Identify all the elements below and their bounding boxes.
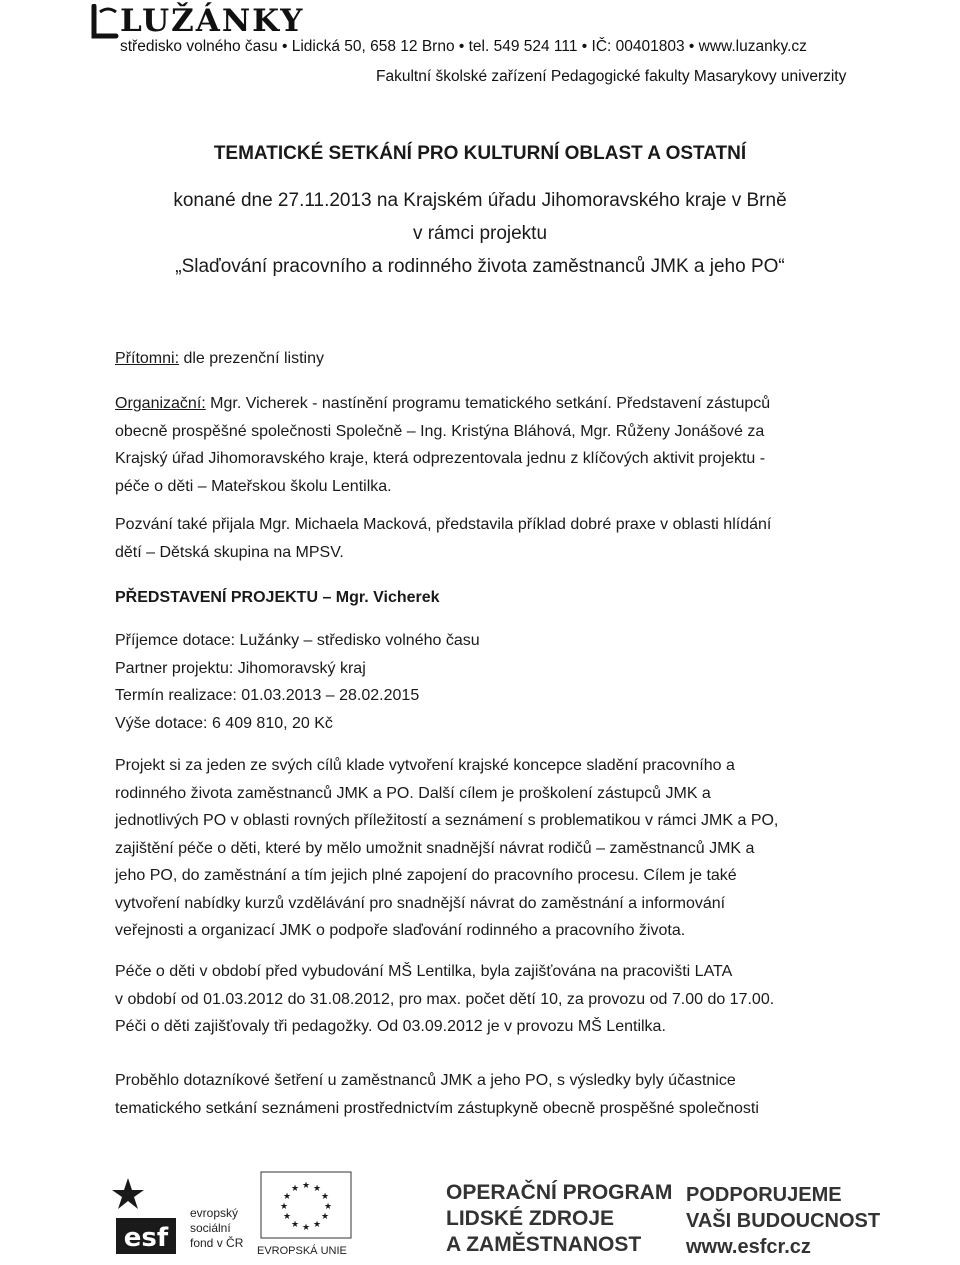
support-line: VAŠI BUDOUCNOST [686,1210,881,1232]
page-title: TEMATICKÉ SETKÁNÍ PRO KULTURNÍ OBLAST A OSTATNÍ [213,143,747,164]
esf-label-3: fond v ČR [190,1236,244,1250]
project-facts [115,627,845,737]
aims-line: jeho PO, do zaměstnání a tím jejich plné zapojení do pracovního procesu. Cílem je také [115,867,737,884]
invited-line: dětí – Dětská skupina na MPSV. [115,543,344,561]
survey-line: Proběhlo dotazníkové šetření u zaměstnanců JMK a jeho PO, s výsledky byly účastnice [115,1072,736,1089]
organizational-label: Organizační: [115,395,206,412]
childcare-line: v období od 01.03.2012 do 31.08.2012, pro max. počet dětí 10, za provozu od 7.00 do 17.00. [115,990,775,1008]
op-line: A ZAMĚSTNANOST [446,1233,642,1256]
organizational-line: péče o děti – Mateřskou školu Lentilka. [115,477,392,495]
svg-text:★: ★ [301,1223,311,1233]
recipient-line: Příjemce dotace: Lužánky – středisko volného času [115,632,480,649]
childcare-paragraph [115,958,845,1041]
partner-line: Partner projektu: Jihomoravský kraj [115,659,366,677]
eu-flag-icon [257,1168,355,1242]
svg-text:★: ★ [282,1212,292,1222]
brand-name: LUŽÁNKY [120,3,305,39]
project-intro: v rámci projektu [412,223,548,244]
eu-label: EVROPSKÁ UNIE [257,1245,347,1257]
svg-text:★: ★ [312,1184,322,1194]
aims-line: veřejnosti a organizací JMK o podpoře slaďování rodinného a pracovního života. [115,922,686,939]
esf-icon [110,1168,182,1260]
svg-text:★: ★ [323,1202,333,1212]
survey-paragraph [115,1067,845,1122]
project-name: „Slaďování pracovního a rodinného života zaměstnanců JMK a jeho PO“ [175,256,785,277]
eu-flag-logo [257,1168,355,1260]
term-line: Termín realizace: 01.03.2013 – 28.02.2015 [115,687,420,704]
aims-line: rodinného života zaměstnanců JMK a PO. Další cílem je proškolení zástupců JMK a [115,784,711,802]
svg-text:★: ★ [320,1212,330,1222]
support-logo [686,1182,880,1260]
organizational-line: Krajský úřad Jihomoravského kraje, která odprezentovala jednu z klíčových aktivit projektu - [115,450,766,467]
organizational-paragraph [115,390,845,500]
svg-text:★: ★ [290,1220,300,1230]
op-line: OPERAČNÍ PROGRAM [446,1181,673,1204]
op-line: LIDSKÉ ZDROJE [446,1207,615,1230]
present-paragraph [115,345,845,373]
amount-line: Výše dotace: 6 409 810, 20 Kč [115,714,333,732]
aims-line: Projekt si za jeden ze svých cílů klade vytvoření krajské koncepce sladění pracovního a [115,757,735,774]
svg-text:esf: esf [123,1223,169,1253]
svg-text:★: ★ [320,1192,330,1202]
contact-line: středisko volného času • Lidická 50, 658 12 Brno • tel. 549 524 111 • IČ: 00401803 • www.luzanky.cz [120,38,807,55]
esf-label-1: evropský [190,1206,239,1220]
invited-paragraph [115,511,845,566]
svg-text:★: ★ [312,1220,322,1230]
aims-line: jednotlivých PO v oblasti rovných příležitostí a seznámení s problematikou v rámci JMK a PO, [115,812,779,829]
organizational-line: Mgr. Vicherek - nastínění programu tematického setkání. Představení zástupců [205,395,771,412]
esf-logo [110,1168,250,1260]
childcare-line: Péče o děti v období před vybudování MŠ Lentilka, byla zajišťována na pracovišti LATA [115,963,733,980]
faculty-line: Fakultní školské zařízení Pedagogické fakulty Masarykovy univerzity [376,68,847,85]
organizational-line: obecně prospěšné společnosti Společně – Ing. Kristýna Bláhová, Mgr. Růženy Jonášové za [115,422,765,440]
svg-text:★: ★ [279,1202,289,1212]
svg-text:★: ★ [290,1184,300,1194]
svg-text:★: ★ [282,1192,292,1202]
section-heading: PŘEDSTAVENÍ PROJEKTU – Mgr. Vicherek [115,589,440,606]
present-text: dle prezenční listiny [179,350,324,367]
invited-line: Pozvání také přijala Mgr. Michaela Macková, představila příklad dobré praxe v oblasti hlídání [115,516,772,533]
aims-line: vytvoření nabídky kurzů vzdělávání pro snadnější návrat do zaměstnání a informování [115,894,726,912]
meeting-date: konané dne 27.11.2013 na Krajském úřadu Jihomoravského kraje v Brně [173,190,787,211]
aims-line: zajištění péče o děti, které by mělo umožnit snadnější návrat rodičů – zaměstnanců JMK a [115,839,755,857]
op-program-logo [446,1180,672,1258]
support-url: www.esfcr.cz [686,1236,811,1258]
survey-line: tematického setkání seznámeni prostřednictvím zástupkyně obecně prospěšné společnosti [115,1099,759,1117]
present-label: Přítomni: [115,350,180,367]
svg-text:★: ★ [301,1181,311,1191]
support-line: PODPORUJEME [686,1184,842,1206]
aims-paragraph [115,752,845,945]
luzanky-logo-icon [86,4,120,40]
childcare-line: Péči o děti zajišťovaly tři pedagožky. Od 03.09.2012 je v provozu MŠ Lentilka. [115,1018,666,1035]
esf-label-2: sociální [190,1221,231,1235]
